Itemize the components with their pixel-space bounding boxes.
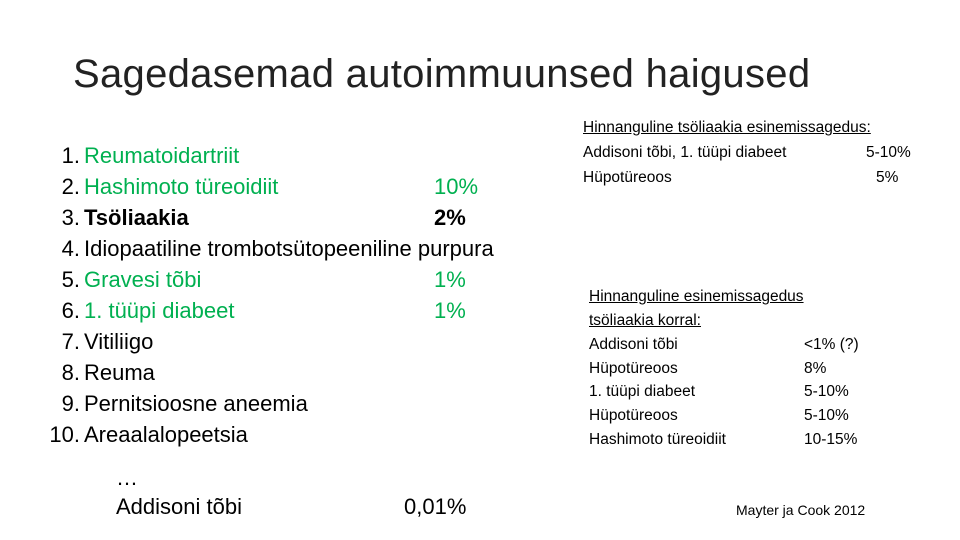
list-item — [42, 298, 562, 329]
list-item — [42, 174, 562, 205]
box-row-label: Hüpotüreoos — [583, 169, 672, 186]
ellipsis-text: … — [116, 465, 138, 490]
list-number: 5. — [61, 267, 80, 292]
box-heading: Hinnanguline tsöliaakia esinemissagedus: — [583, 119, 871, 136]
list-number: 1. — [61, 143, 80, 168]
list-number: 6. — [61, 298, 80, 323]
list-item — [42, 267, 562, 298]
list-number: 3. — [61, 205, 80, 230]
list-extra-item — [42, 494, 562, 525]
box-row-label: Hashimoto türeoidiit — [589, 431, 726, 448]
list-percent: 10% — [434, 174, 479, 199]
box-row-value: 5-10% — [804, 383, 849, 400]
list-item — [42, 391, 562, 422]
list-percent: 0,01% — [404, 494, 467, 519]
list-label: Tsöliaakia — [84, 205, 189, 230]
list-number: 4. — [61, 236, 80, 261]
list-item — [42, 422, 562, 453]
list-label: 1. tüüpi diabeet — [84, 298, 235, 323]
list-item — [42, 205, 562, 236]
box-heading: tsöliaakia korral: — [589, 312, 701, 329]
box-row-value: 5% — [876, 169, 899, 186]
list-label: Pernitsioosne aneemia — [84, 391, 308, 416]
list-label: Reuma — [84, 360, 155, 385]
slide-title: Sagedasemad autoimmuunsed haigused — [73, 52, 811, 96]
list-item — [42, 143, 562, 174]
list-label: Gravesi tõbi — [84, 267, 202, 292]
list-number: 2. — [61, 174, 80, 199]
list-number: 10. — [49, 422, 80, 447]
box-row-value: 5-10% — [804, 407, 849, 424]
list-number: 9. — [61, 391, 80, 416]
box-row-label: Addisoni tõbi, 1. tüüpi diabeet — [583, 144, 787, 161]
list-number: 8. — [61, 360, 80, 385]
list-percent: 1% — [434, 298, 466, 323]
box-row-label: Addisoni tõbi — [589, 336, 678, 353]
list-item — [42, 329, 562, 360]
list-label: Areaalalopeetsia — [84, 422, 248, 447]
list-label: Reumatoidartriit — [84, 143, 240, 168]
list-label: Addisoni tõbi — [116, 494, 242, 519]
box-row-label: Hüpotüreoos — [589, 407, 678, 424]
list-number: 7. — [61, 329, 80, 354]
list-item — [42, 360, 562, 391]
box-row-label: Hüpotüreoos — [589, 360, 678, 377]
box-row-value: 5-10% — [866, 144, 911, 161]
list-percent: 1% — [434, 267, 466, 292]
list-label: Idiopaatiline trombotsütopeeniline purpura — [84, 236, 494, 261]
box-heading: Hinnanguline esinemissagedus — [589, 288, 804, 305]
box-row-label: 1. tüüpi diabeet — [589, 383, 696, 400]
box-row-value: 8% — [804, 360, 827, 377]
list-item — [42, 236, 582, 267]
citation: Mayter ja Cook 2012 — [736, 502, 866, 518]
list-percent: 2% — [434, 205, 466, 230]
box-row-value: 10-15% — [804, 431, 858, 448]
list-ellipsis — [42, 465, 562, 496]
list-label: Vitiliigo — [84, 329, 154, 354]
list-label: Hashimoto türeoidiit — [84, 174, 279, 199]
box-row-value: <1% (?) — [804, 336, 859, 353]
